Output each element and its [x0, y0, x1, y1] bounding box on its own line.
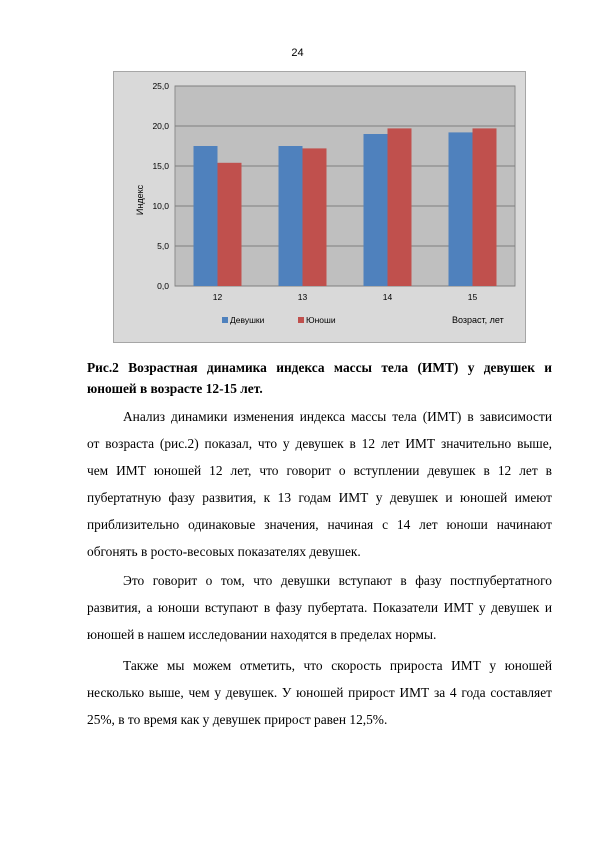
bar-girls	[449, 132, 473, 286]
x-tick-label: 15	[467, 292, 478, 302]
bar-boys	[218, 163, 242, 286]
paragraph-2	[87, 567, 552, 648]
bar-girls	[279, 146, 303, 286]
paragraph-line: развития, а юноши вступают в фазу пубертата. Показатели ИМТ у девушек и	[87, 600, 552, 615]
legend-swatch	[298, 317, 304, 323]
legend-label: Девушки	[230, 315, 265, 325]
y-tick-label: 20,0	[152, 121, 169, 131]
paragraph-line: 25%, в то время как у девушек прирост равен 12,5%.	[87, 712, 388, 727]
y-tick-label: 15,0	[152, 161, 169, 171]
bar-boys	[303, 148, 327, 286]
bmi-bar-chart	[113, 71, 526, 343]
paragraph-line: обгонять в росто-весовых показателях девушек.	[87, 544, 361, 559]
paragraph-3	[87, 652, 552, 733]
y-tick-label: 10,0	[152, 201, 169, 211]
y-tick-label: 0,0	[157, 281, 169, 291]
x-tick-label: 13	[297, 292, 308, 302]
bar-boys	[473, 128, 497, 286]
paragraph-line: от возраста (рис.2) показал, что у девушек в 12 лет ИМТ значительно выше,	[87, 436, 552, 451]
x-tick-label: 14	[382, 292, 393, 302]
bar-girls	[194, 146, 218, 286]
paragraph-line: чем ИМТ юношей 12 лет, что говорит о вступлении девушек в 12 лет в	[87, 463, 552, 478]
figure-caption	[87, 357, 552, 399]
y-tick-label: 25,0	[152, 81, 169, 91]
legend-label: Юноши	[306, 315, 336, 325]
bar-boys	[388, 128, 412, 286]
caption-line: Рис.2 Возрастная динамика индекса массы тела (ИМТ) у девушек и	[87, 360, 552, 375]
x-axis-label: Возраст, лет	[452, 315, 504, 325]
y-tick-label: 5,0	[157, 241, 169, 251]
paragraph-line: приблизительно одинаковые значения, начиная с 14 лет юноши начинают	[87, 517, 552, 532]
chart-canvas	[114, 72, 527, 344]
page-number: 24	[291, 47, 304, 59]
caption-line: юношей в возрасте 12-15 лет.	[87, 381, 263, 396]
paragraph-line: Это говорит о том, что девушки вступают в фазу постпубертатного	[123, 573, 552, 588]
legend-swatch	[222, 317, 228, 323]
paragraph-1	[87, 403, 552, 565]
x-tick-label: 12	[212, 292, 223, 302]
paragraph-line: юношей в нашем исследовании находятся в пределах нормы.	[87, 627, 437, 642]
y-axis-label: Индекс	[135, 184, 145, 216]
paragraph-line: несколько выше, чем у девушек. У юношей прирост ИМТ за 4 года составляет	[87, 685, 552, 700]
bar-girls	[364, 134, 388, 286]
paragraph-line: Также мы можем отметить, что скорость прироста ИМТ у юношей	[123, 658, 552, 673]
paragraph-line: пубертатную фазу развития, к 13 годам ИМТ у девушек и юношей имеют	[87, 490, 552, 505]
paragraph-line: Анализ динамики изменения индекса массы тела (ИМТ) в зависимости	[123, 409, 552, 424]
